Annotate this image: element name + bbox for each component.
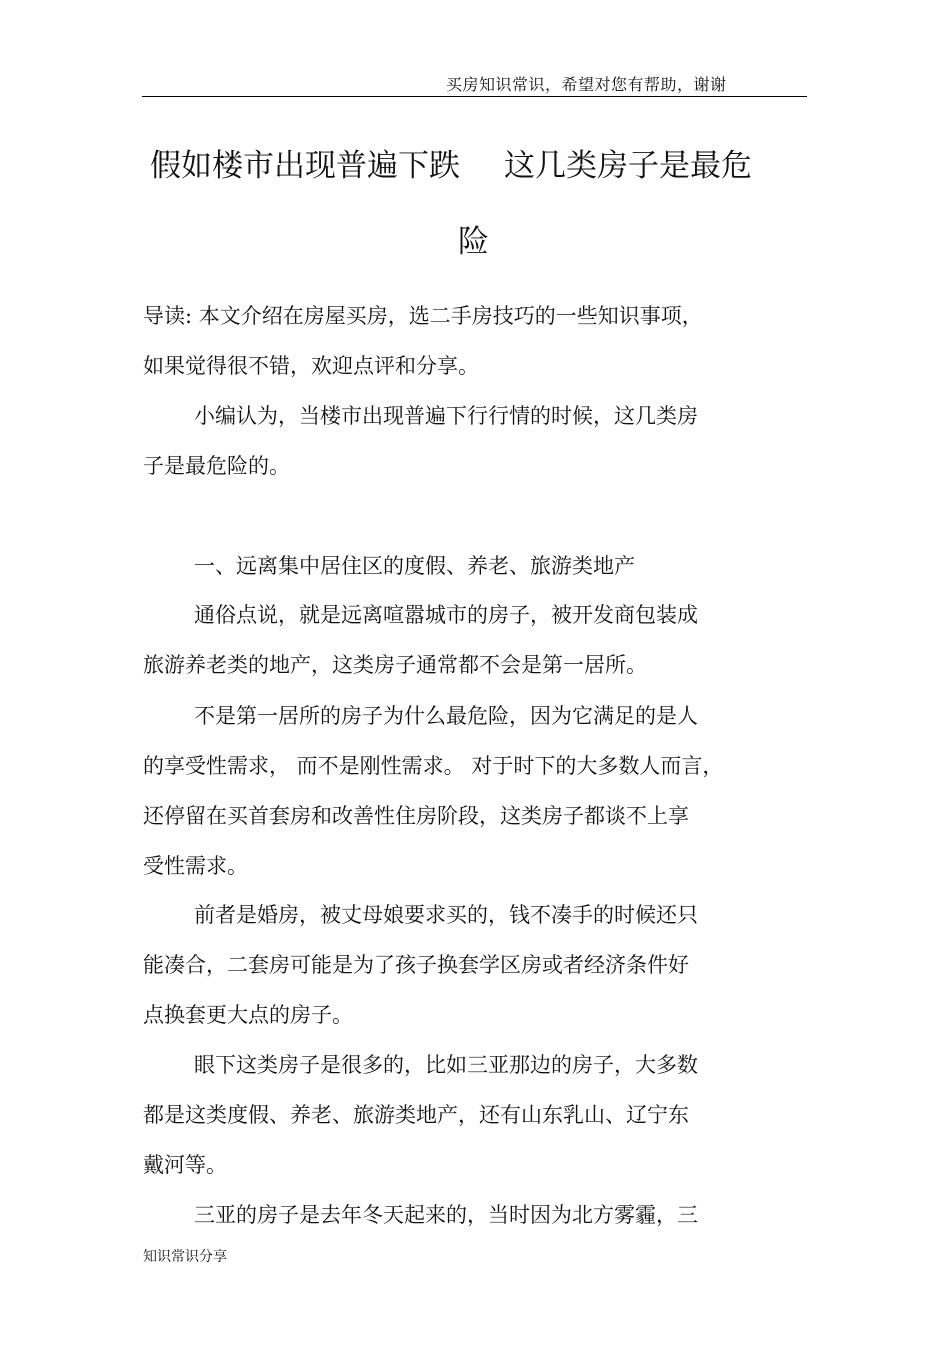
paragraph-line: 前者是婚房，被丈母娘要求买的，钱不凑手的时候还只 [194, 903, 698, 927]
paragraph-line: 受性需求。 [143, 854, 248, 878]
paragraph-line: 还停留在买首套房和改善性住房阶段，这类房子都谈不上享 [143, 804, 689, 828]
paragraph-line: 的享受性需求， 而不是刚性需求。 对于时下的大多数人而言， [143, 754, 724, 778]
section-heading: 一、远离集中居住区的度假、养老、旅游类地产 [194, 554, 635, 578]
paragraph-line: 能凑合，二套房可能是为了孩子换套学区房或者经济条件好 [143, 953, 689, 977]
paragraph-line: 子是最危险的。 [143, 454, 290, 478]
header-divider [142, 96, 807, 97]
document-title-line-1 [150, 140, 752, 185]
paragraph-line: 戴河等。 [143, 1153, 227, 1177]
document-title-line-2: 险 [458, 224, 489, 260]
paragraph-line: 旅游养老类的地产，这类房子通常都不会是第一居所。 [143, 653, 647, 677]
intro-line: 如果觉得很不错，欢迎点评和分享。 [143, 354, 479, 378]
page-header-text: 买房知识常识，希望对您有帮助，谢谢 [446, 75, 727, 94]
title-part-2: 这几类房子是最危 [504, 148, 752, 184]
paragraph-line: 眼下这类房子是很多的，比如三亚那边的房子，大多数 [194, 1053, 698, 1077]
paragraph-line: 三亚的房子是去年冬天起来的，当时因为北方雾霾，三 [194, 1203, 698, 1227]
paragraph-line: 小编认为，当楼市出现普遍下行行情的时候，这几类房 [194, 404, 698, 428]
intro-line: 导读: 本文介绍在房屋买房，选二手房技巧的一些知识事项， [143, 304, 703, 328]
paragraph-line: 通俗点说，就是远离喧嚣城市的房子，被开发商包装成 [194, 603, 698, 627]
paragraph-line: 不是第一居所的房子为什么最危险，因为它满足的是人 [194, 704, 698, 728]
paragraph-line: 都是这类度假、养老、旅游类地产，还有山东乳山、辽宁东 [143, 1103, 689, 1127]
paragraph-line: 点换套更大点的房子。 [143, 1003, 353, 1027]
page-footer-text: 知识常识分享 [143, 1249, 227, 1265]
title-part-1: 假如楼市出现普遍下跌 [150, 148, 460, 184]
